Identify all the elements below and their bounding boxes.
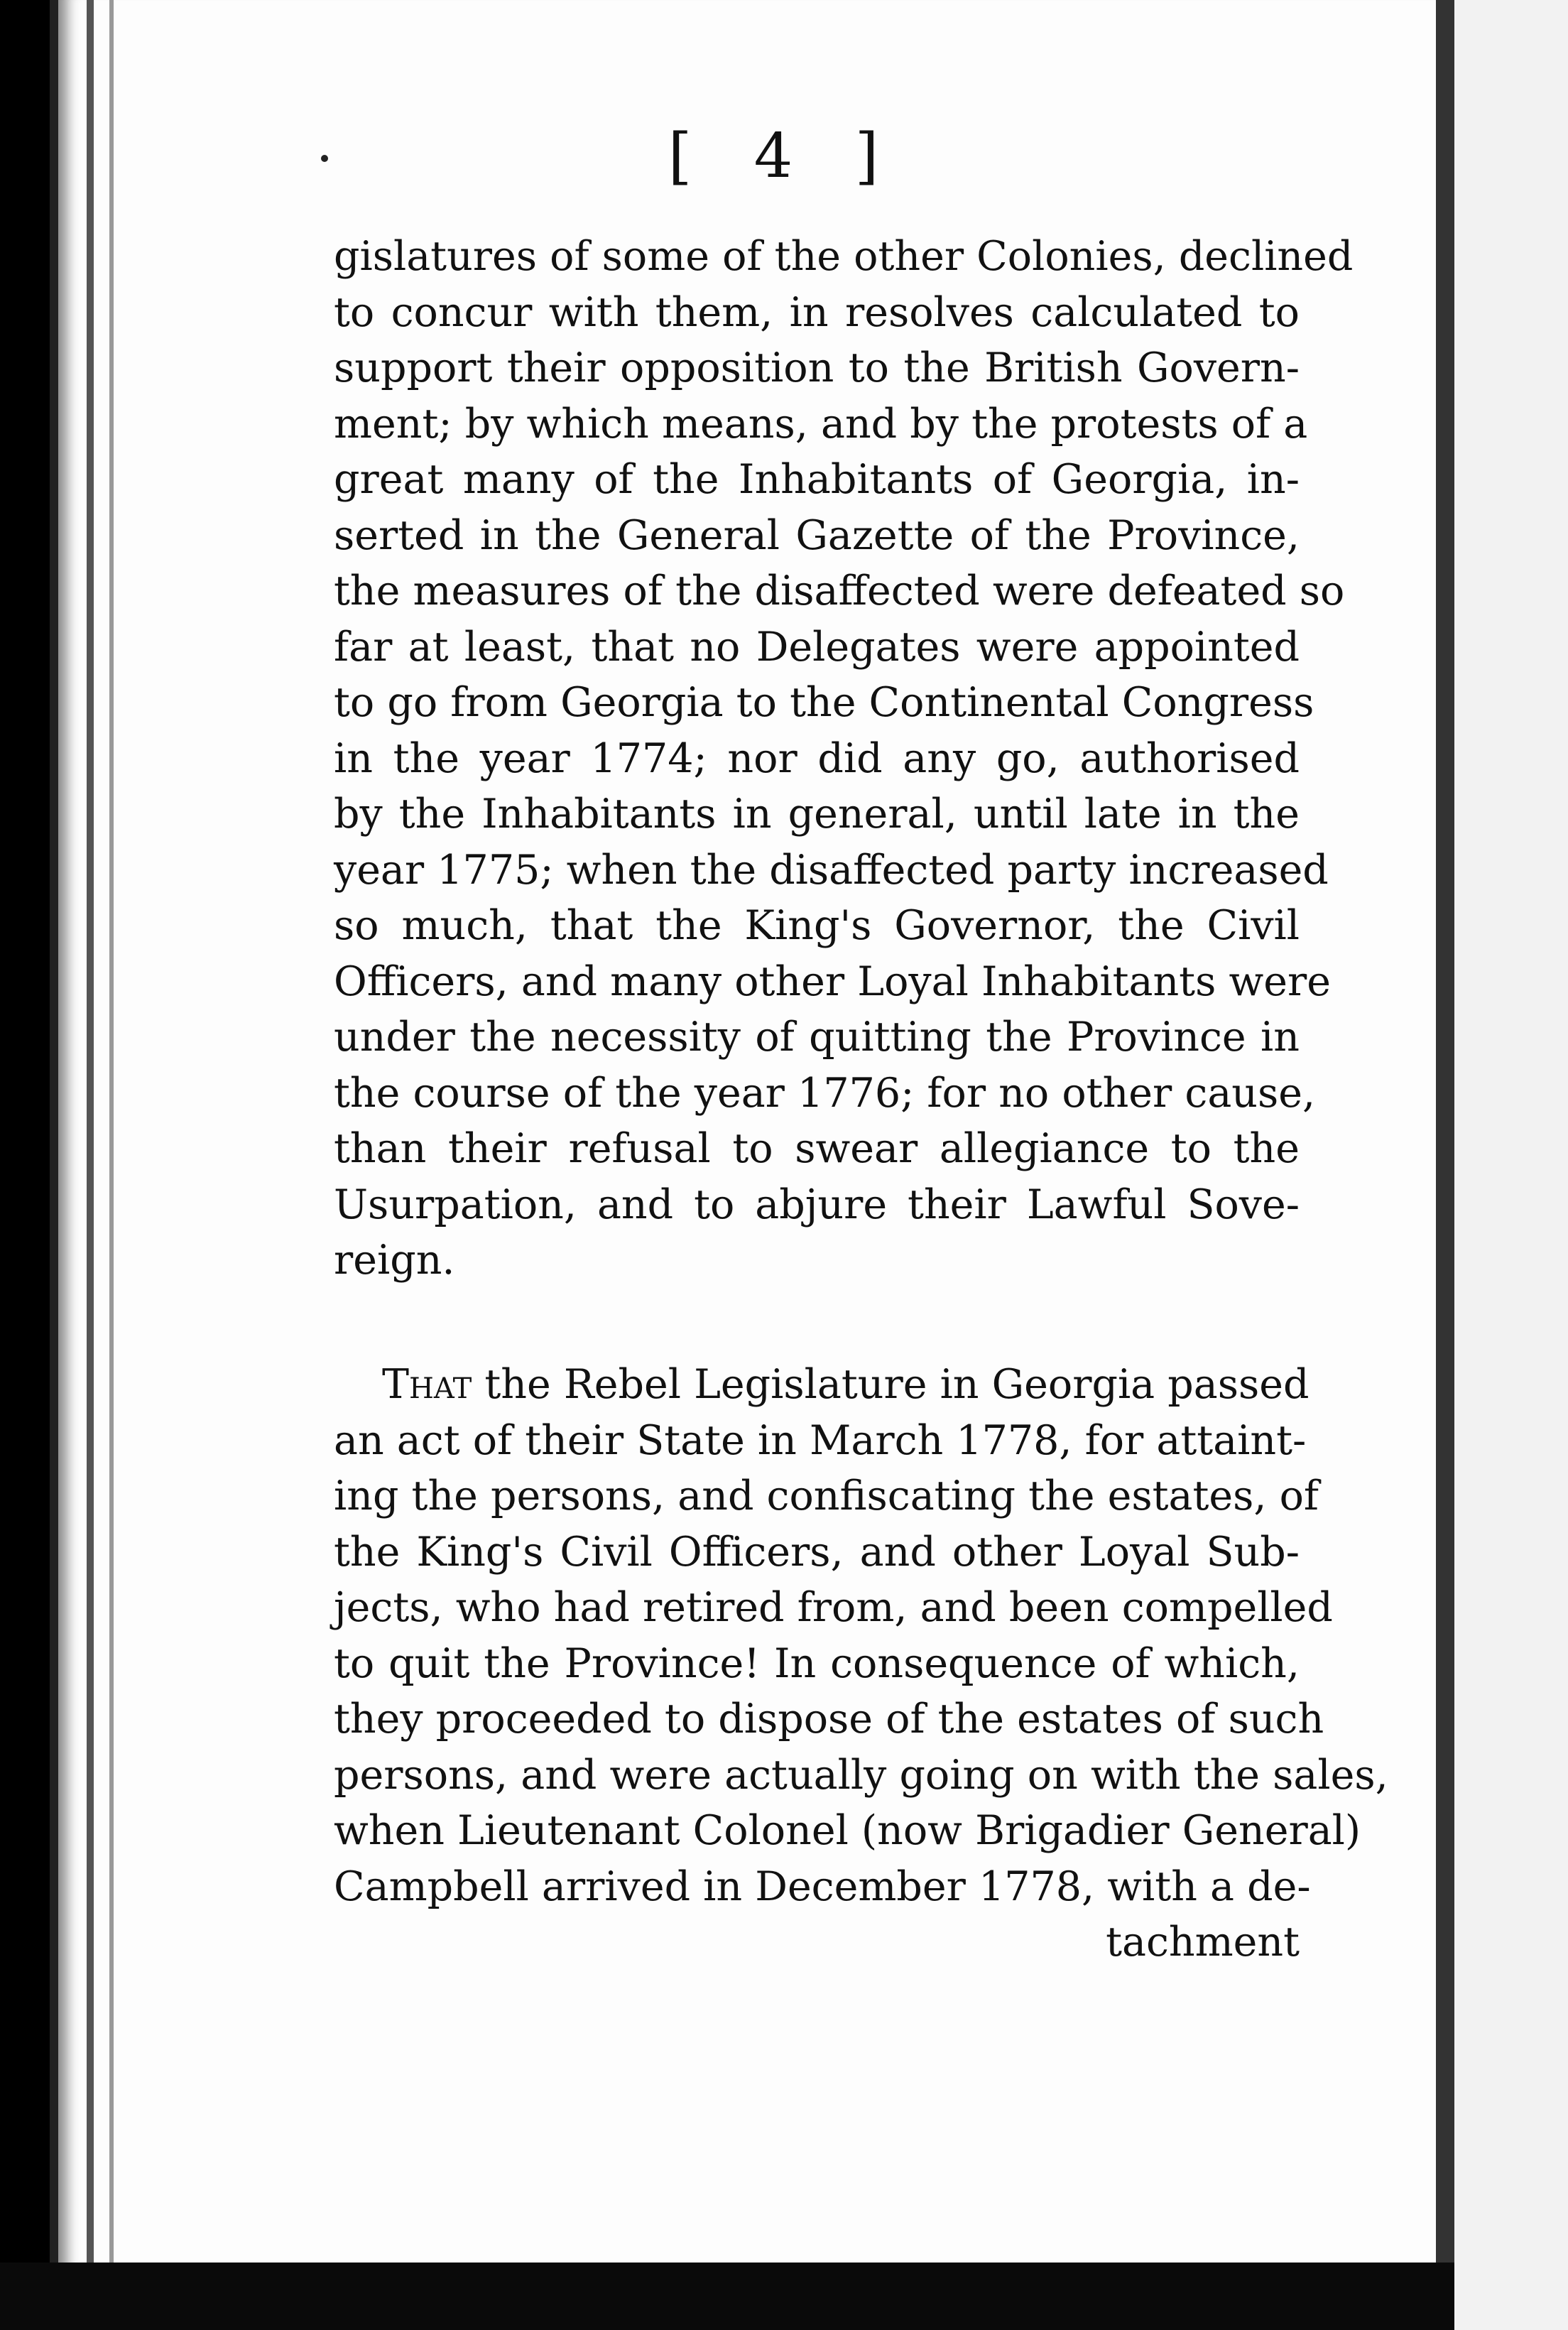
text-line: ment; by which means, and by the protests of a <box>334 400 1308 448</box>
text-line: the course of the year 1776; for no other cause, <box>334 1069 1316 1117</box>
text-line: under the necessity of quitting the Province in <box>334 1014 1300 1061</box>
adjacent-page-edge <box>1436 0 1568 2330</box>
text-line-first <box>334 1357 1310 1413</box>
opening-word: That <box>382 1361 472 1408</box>
text-line: gislatures of some of the other Colonies, declined <box>334 233 1354 280</box>
printer-mark <box>321 155 328 162</box>
paragraph-1 <box>334 229 1354 1289</box>
text-line: an act of their State in March 1778, for attaint- <box>334 1416 1307 1464</box>
text-line-rest: the Rebel Legislature in Georgia passed <box>472 1361 1310 1408</box>
text-line: serted in the General Gazette of the Province, <box>334 511 1300 559</box>
text-line: reign. <box>334 1237 455 1284</box>
text-line: the measures of the disaffected were defeated so <box>334 568 1345 614</box>
text-line: to go from Georgia to the Continental Congress <box>334 679 1314 726</box>
text-line: great many of the Inhabitants of Georgia, in- <box>334 456 1300 503</box>
text-line: when Lieutenant Colonel (now Brigadier General) <box>334 1807 1361 1854</box>
text-line: to concur with them, in resolves calculated to <box>334 288 1300 336</box>
bottom-binding-edge <box>0 2263 1454 2330</box>
text-line: the King's Civil Officers, and other Loyal Sub- <box>334 1528 1300 1576</box>
text-line: they proceeded to dispose of the estates of such <box>334 1696 1324 1743</box>
text-line: Campbell arrived in December 1778, with a de- <box>334 1863 1311 1910</box>
text-line: jects, who had retired from, and been compelled <box>334 1584 1333 1631</box>
text-line: than their refusal to swear allegiance to the <box>334 1125 1300 1172</box>
text-line: ing the persons, and confiscating the estates, of <box>334 1473 1319 1519</box>
paragraph-2 <box>334 1357 1388 1971</box>
text-line: persons, and were actually going on with the sales, <box>334 1751 1388 1799</box>
gutter-line <box>87 0 94 2273</box>
gutter-line-inner <box>109 0 114 2273</box>
text-line: in the year 1774; nor did any go, authorised <box>334 735 1300 782</box>
text-line: Usurpation, and to abjure their Lawful Sove- <box>334 1181 1300 1228</box>
catchword: tachment <box>1106 1919 1300 1966</box>
text-line: year 1775; when the disaffected party increased <box>334 846 1329 894</box>
text-line: to quit the Province! In consequence of which, <box>334 1640 1300 1687</box>
text-line: so much, that the King's Governor, the Civil <box>334 902 1300 949</box>
text-line: by the Inhabitants in general, until late in the <box>334 791 1300 838</box>
text-line: support their opposition to the British Govern- <box>334 345 1300 391</box>
text-line: far at least, that no Delegates were appointed <box>334 623 1300 671</box>
text-line: Officers, and many other Loyal Inhabitants were <box>334 958 1331 1005</box>
page-number-header: [ 4 ] <box>668 121 900 192</box>
